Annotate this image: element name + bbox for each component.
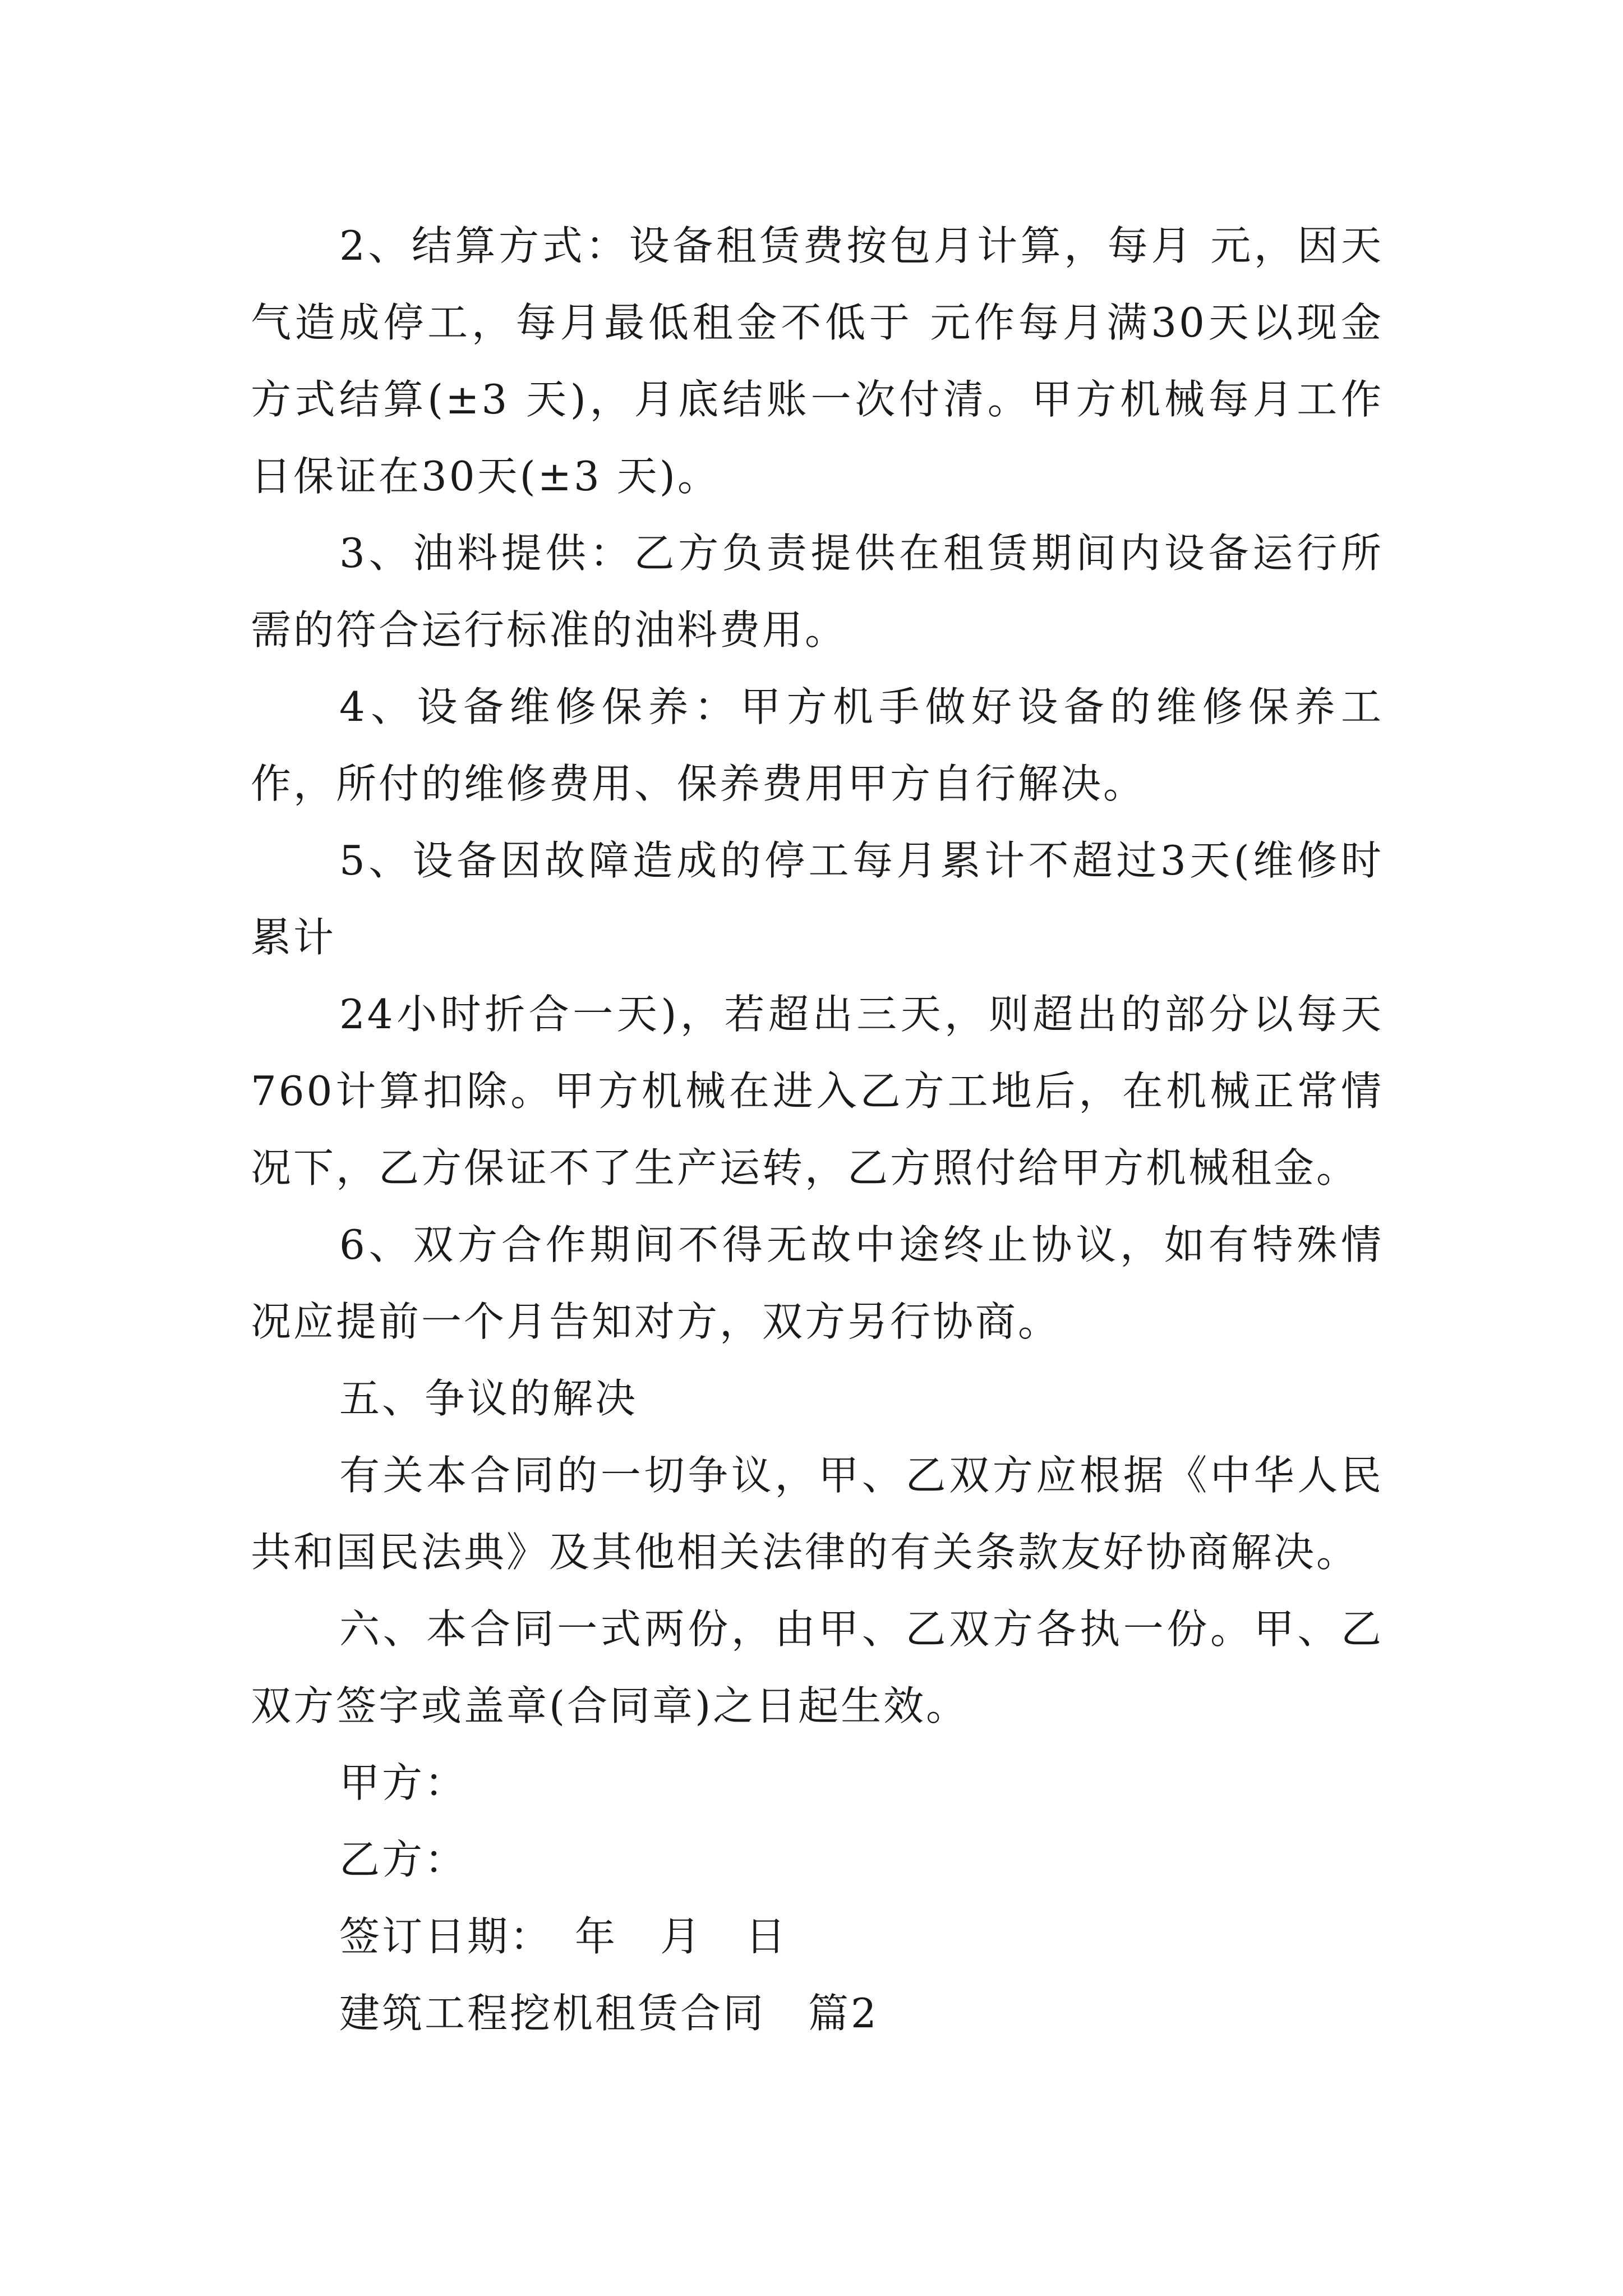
sign-date: 签订日期： 年 月 日 — [339, 1913, 789, 1960]
party-a-signature: 甲方： — [339, 1759, 468, 1806]
clause-dispute: 有关本合同的一切争议，甲、乙双方应根据《中华人民共和国民法典》及其他相关法律的有关条款友好协商解决。 — [251, 1452, 1384, 1576]
party-b-signature: 乙方： — [339, 1836, 468, 1883]
clause-copies: 六、本合同一式两份，由甲、乙双方各执一份。甲、乙双方签字或盖章(合同章)之日起生效。 — [251, 1605, 1384, 1729]
section-dispute-heading: 五、争议的解决 — [339, 1375, 638, 1422]
clause-termination: 6、双方合作期间不得无故中途终止协议，如有特殊情况应提前一个月告知对方，双方另行协商。 — [251, 1221, 1384, 1345]
clause-maintenance: 4、设备维修保养：甲方机手做好设备的维修保养工作，所付的维修费用、保养费用甲方自行解决。 — [251, 683, 1384, 807]
clause-downtime-continued: 24小时折合一天)，若超出三天，则超出的部分以每天760计算扣除。甲方机械在进入乙方工地后，在机械正常情况下，乙方保证不了生产运转，乙方照付给甲方机械租金。 — [251, 991, 1384, 1191]
next-contract-heading: 建筑工程挖机租赁合同 篇2 — [339, 1990, 879, 2037]
document-body — [251, 208, 1384, 2052]
clause-settlement: 2、结算方式：设备租赁费按包月计算，每月 元，因天气造成停工，每月最低租金不低于 元作每月满30天以现金方式结算(±3 天)，月底结账一次付清。甲方机械每月工作日保证在30天(±3 天)。 — [251, 222, 1384, 500]
clause-downtime: 5、设备因故障造成的停工每月累计不超过3天(维修时累计 — [251, 837, 1384, 961]
clause-fuel: 3、油料提供：乙方负责提供在租赁期间内设备运行所需的符合运行标准的油料费用。 — [251, 530, 1384, 654]
